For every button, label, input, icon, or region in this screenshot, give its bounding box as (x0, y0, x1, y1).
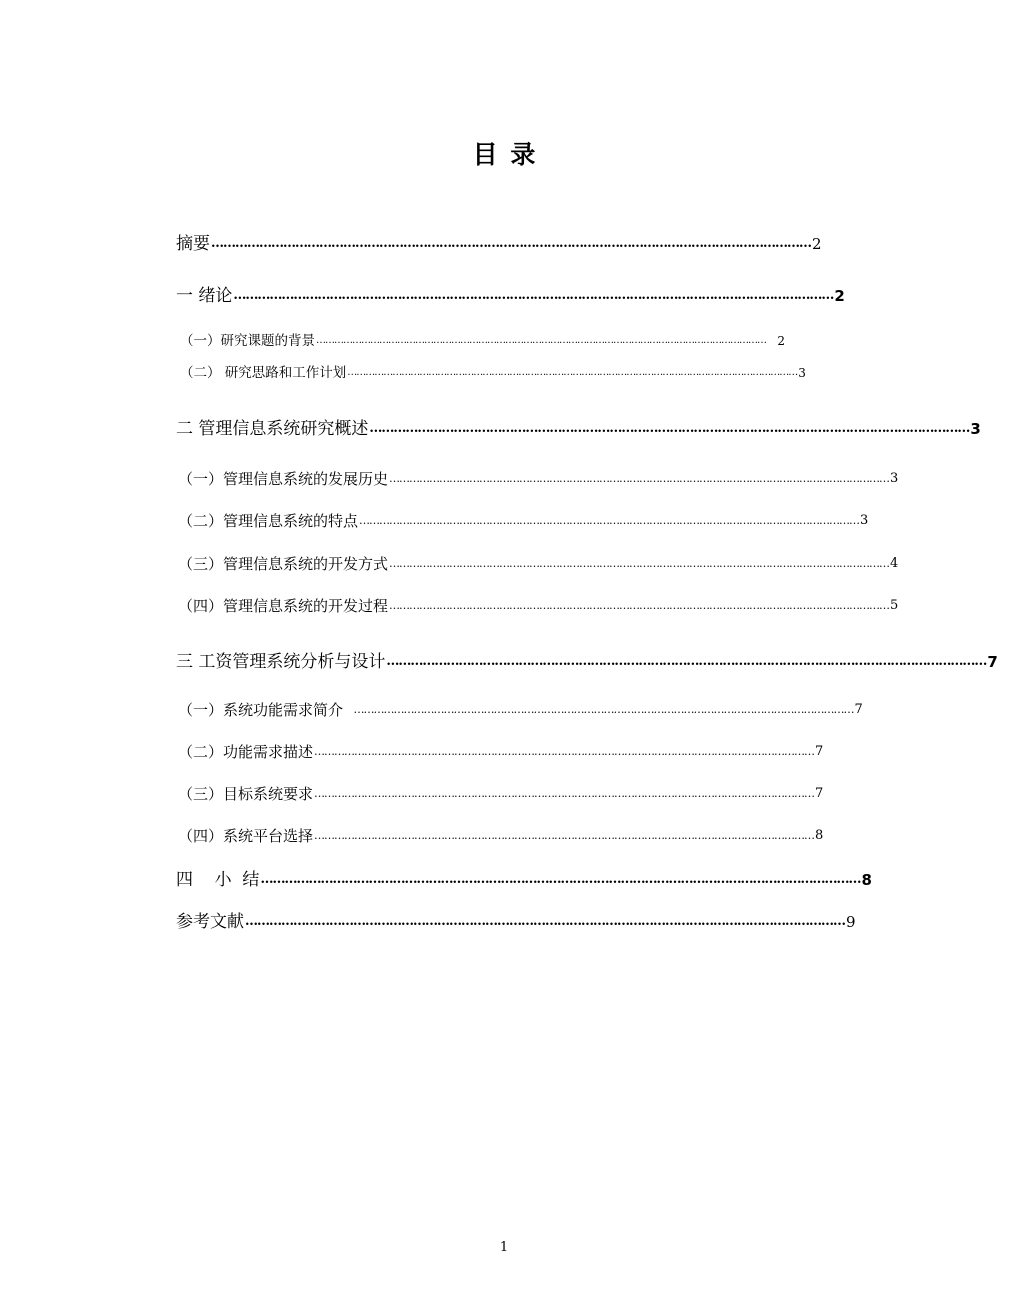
toc-entry-label: （一）管理信息系统的发展历史 (178, 470, 389, 488)
toc-entry-page: 2 (812, 235, 822, 253)
toc-leader-dots: …………………………………………………………………………………………………………………………………… (314, 745, 815, 758)
page-number: 1 (499, 1240, 509, 1255)
toc-entry-label: （二） 研究思路和工作计划 (180, 365, 347, 381)
toc-leader-dots: …………………………………………………………………………………………………………………………………… (314, 787, 815, 800)
toc-entry-page: 8 (815, 828, 824, 843)
toc-entry-chapter-1[interactable] (176, 284, 845, 306)
toc-entry-page: 3 (890, 471, 899, 486)
toc-entry-page: 7 (854, 702, 863, 717)
toc-leader-dots: …………………………………………………………………………………………………………………………………… (389, 557, 890, 570)
toc-entry-3-2[interactable] (178, 742, 824, 762)
toc-entry-2-1[interactable] (178, 469, 899, 489)
toc-entry-2-3[interactable] (178, 554, 899, 574)
toc-entry-1-1[interactable] (180, 331, 785, 351)
toc-entry-page: 5 (890, 598, 899, 613)
toc-leader-dots: …………………………………………………………………………………………………………………………………… (369, 421, 970, 436)
toc-entry-label: （四）管理信息系统的开发过程 (178, 597, 389, 615)
toc-entry-label: 参考文献 (176, 912, 244, 932)
toc-leader-dots: …………………………………………………………………………………………………………………………………… (316, 335, 766, 346)
toc-title: 目 录 (472, 140, 538, 169)
toc-entry-label: （一）系统功能需求简介 (178, 701, 353, 719)
toc-entry-page: 2 (777, 334, 785, 348)
toc-leader-dots: …………………………………………………………………………………………………………………………………… (347, 367, 798, 378)
toc-entry-3-3[interactable] (178, 784, 824, 804)
toc-entry-page: 8 (861, 871, 872, 889)
toc-entry-page: 7 (815, 744, 824, 759)
toc-entry-page: 4 (890, 556, 899, 571)
toc-entry-label: 二 管理信息系统研究概述 (176, 419, 369, 439)
toc-entry-label: 一 绪论 (176, 286, 233, 306)
toc-leader-dots: …………………………………………………………………………………………………………………………………… (389, 599, 890, 612)
toc-entry-chapter-2[interactable] (176, 417, 981, 439)
toc-leader-dots: …………………………………………………………………………………………………………………………………… (359, 514, 860, 527)
toc-entry-label: （三）管理信息系统的开发方式 (178, 555, 389, 573)
toc-leader-dots: …………………………………………………………………………………………………………………………………… (386, 654, 987, 669)
toc-leader-dots: …………………………………………………………………………………………………………………………………… (314, 829, 815, 842)
toc-leader-dots: …………………………………………………………………………………………………………………………………… (211, 236, 811, 251)
toc-entry-page: 7 (987, 653, 998, 671)
toc-entry-label: 三 工资管理系统分析与设计 (176, 652, 386, 672)
toc-entry-3-1[interactable] (178, 700, 863, 720)
toc-entry-references[interactable] (176, 910, 856, 932)
toc-entry-page: 2 (834, 287, 845, 305)
toc-leader-dots: …………………………………………………………………………………………………………………………………… (260, 872, 861, 887)
toc-entry-2-2[interactable] (178, 511, 869, 531)
toc-entry-label: （一）研究课题的背景 (180, 333, 315, 349)
toc-entry-label: （二）管理信息系统的特点 (178, 512, 359, 530)
toc-entry-chapter-4[interactable] (176, 868, 872, 890)
toc-entry-abstract[interactable] (176, 232, 822, 254)
toc-entry-3-4[interactable] (178, 826, 824, 846)
toc-entry-page: 9 (846, 913, 856, 931)
toc-entry-page: 3 (970, 420, 981, 438)
toc-entry-label: 四 小 结 (176, 870, 260, 890)
toc-entry-label: （二）功能需求描述 (178, 743, 314, 761)
toc-entry-label: （三）目标系统要求 (178, 785, 314, 803)
toc-leader-dots: …………………………………………………………………………………………………………………………………… (233, 288, 834, 303)
toc-entry-label: 摘要 (176, 234, 210, 254)
toc-entry-page: 3 (860, 513, 869, 528)
toc-entry-1-2[interactable] (180, 363, 806, 383)
toc-entry-page: 7 (815, 786, 824, 801)
toc-entry-label: （四）系统平台选择 (178, 827, 314, 845)
toc-leader-dots: …………………………………………………………………………………………………………………………………… (389, 472, 890, 485)
toc-entry-chapter-3[interactable] (176, 650, 998, 672)
toc-entry-page: 3 (798, 366, 806, 380)
toc-leader-dots: …………………………………………………………………………………………………………………………………… (353, 703, 854, 716)
toc-leader-dots: …………………………………………………………………………………………………………………………………… (245, 914, 845, 929)
toc-entry-2-4[interactable] (178, 596, 899, 616)
